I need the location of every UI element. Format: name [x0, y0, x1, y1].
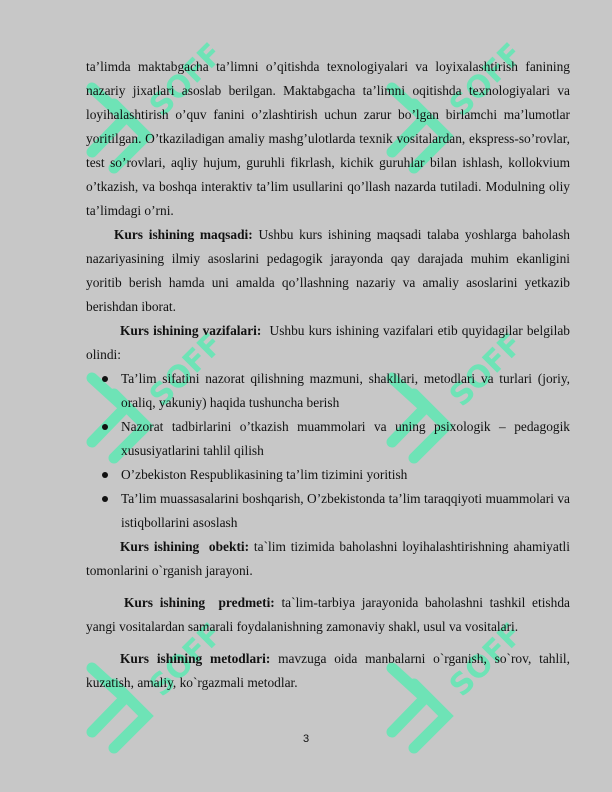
svg-text:SOFF: SOFF	[442, 620, 520, 704]
methods-label: Kurs ishining metodlari:	[120, 651, 271, 666]
list-item: Ta’lim sifatini nazorat qilishning mazmuni, shakllari, metodlari va turlari (joriy, oraliq, yakuniy) haqida tushuncha berish	[86, 367, 570, 415]
subject-paragraph	[86, 591, 570, 639]
list-item: O’zbekiston Respublikasining ta’lim tizimini yoritish	[86, 463, 570, 487]
purpose-paragraph	[86, 223, 570, 319]
bullet-icon	[102, 496, 108, 502]
document-body	[86, 55, 574, 695]
page-number: 3	[302, 733, 310, 745]
list-item: Ta’lim muassasalarini boshqarish, O’zbekistonda ta’lim taraqqiyoti muammolari va istiqbollarini asoslash	[86, 487, 570, 535]
list-item: Nazorat tadbirlarini o’tkazish muammolari va uning psixologik – pedagogik xususiyatlarini tahlil qilish	[86, 415, 570, 463]
subject-text: ta`lim-tarbiya jarayonida baholashni tashkil etishda yangi vositalardan samarali foydalanishning zamonaviy shakl, usul va vositalari.	[86, 595, 570, 634]
svg-text:SOFF: SOFF	[142, 620, 220, 704]
subject-label: Kurs ishining predmeti:	[124, 595, 275, 610]
svg-text:SOFF: SOFF	[442, 40, 520, 124]
methods-paragraph	[86, 647, 570, 695]
bullet-icon	[102, 376, 108, 382]
tasks-text: Ushbu kurs ishining vazifalari etib quyidagilar belgilab olindi:	[86, 323, 574, 362]
bullet-icon	[102, 472, 108, 478]
object-paragraph	[86, 535, 570, 583]
tasks-paragraph	[86, 319, 574, 367]
purpose-text: Ushbu kurs ishining maqsadi talaba yoshlarga baholash nazariyasining ilmiy asoslarini pedagogik jarayonda qay darajada muhim ekanligini yoritib berish hamda uni amalda qo’llashning nazariy va amaliy asoslarini yetkazib berishdan iborat.	[86, 227, 571, 314]
svg-text:SOFF: SOFF	[142, 40, 220, 124]
object-label: Kurs ishining obekti:	[120, 539, 250, 554]
tasks-list	[86, 367, 570, 535]
purpose-label: Kurs ishining maqsadi:	[114, 227, 253, 242]
tasks-label: Kurs ishining vazifalari:	[120, 323, 262, 338]
object-text: ta`lim tizimida baholashni loyihalashtirishning ahamiyatli tomonlarini o`rganish jarayoni.	[86, 539, 570, 578]
methods-text: mavzuga oida manbalarni o`rganish, so`rov, tahlil, kuzatish, amaliy, ko`rgazmali metodlar.	[86, 651, 570, 690]
svg-text:SOFF: SOFF	[142, 330, 220, 414]
svg-text:SOFF: SOFF	[442, 330, 520, 414]
intro-paragraph: ta’limda maktabgacha ta’limni o’qitishda texnologiyalari va loyixalashtirish fanining nazariy jixatlari asoslab berilgan. Maktabgacha ta’limni oqitishda texnologiyalari va loyihalashtirish o’quv fanini o’zlashtirish uchun zarur bo’lgan birlamchi ma’lumotlar yoritilgan. O’tkaziladigan amaliy mashg’ulotlarda texnik vositalardan, ekspress-so’rovlar, test so’rovlari, aqliy hujum, guruhli fikrlash, kichik guruhlar bilan ishlash, kollokvium o’tkazish, va boshqa interaktiv ta’lim usullarini qo’llash nazarda tutiladi. Modulning oliy ta’limdagi o’rni.	[86, 59, 570, 218]
bullet-icon	[102, 424, 108, 430]
